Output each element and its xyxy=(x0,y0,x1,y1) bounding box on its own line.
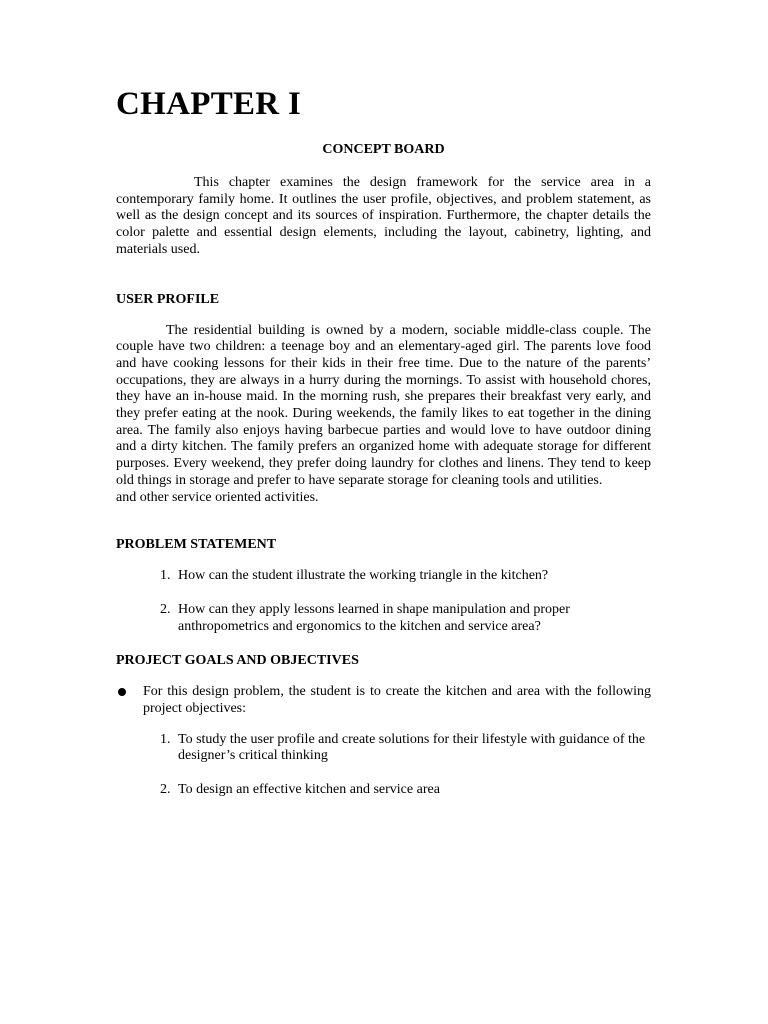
problem-statement-heading: PROBLEM STATEMENT xyxy=(116,537,277,553)
problem-statement-list xyxy=(116,568,651,635)
bullet-icon xyxy=(116,684,143,717)
list-item xyxy=(160,782,651,799)
list-item-number: 1. xyxy=(160,731,171,747)
list-item-text: To design an effective kitchen and service area xyxy=(178,782,440,798)
project-goals-heading: PROJECT GOALS AND OBJECTIVES xyxy=(116,653,359,669)
list-item xyxy=(160,568,651,585)
user-profile-tail: and other service oriented activities. xyxy=(116,489,319,505)
user-profile-heading: USER PROFILE xyxy=(116,291,220,307)
intro-paragraph: This chapter examines the design framework for the service area in a contemporary family home. It outlines the user profile, objectives, and problem statement, as well as the design concept and its sources of inspiration. Furthermore, the chapter details the color palette and essential design elements, including the layout, cabinetry, lighting, and materials used. xyxy=(116,175,651,257)
list-item-number: 1. xyxy=(160,568,171,584)
user-profile-body: The residential building is owned by a modern, sociable middle-class couple. The couple have two children: a teenage boy and an elementary-aged girl. The parents love food and have cooking lessons for their kids in their free time. Due to the nature of the parents’ occupations, they are always in a hurry during the mornings. To assist with household chores, they have an in-house maid. In the morning rush, she prepares their breakfast very early, and they prefer eating at the nook. During weekends, the family likes to eat together in the dining area. The family also enjoys having barbecue parties and would love to have outdoor dining and a dirty kitchen. The family prefers an organized home with adequate storage for different purposes. Every weekend, they prefer doing laundry for clothes and linens. They tend to keep old things in storage and prefer to have separate storage for cleaning tools and utilities. xyxy=(116,322,651,488)
user-profile-paragraph xyxy=(116,323,651,507)
list-item-text: To study the user profile and create solutions for their lifestyle with guidance of the designer’s critical thinking xyxy=(178,731,646,764)
bullet-text: For this design problem, the student is to create the kitchen and area with the following project objectives: xyxy=(143,684,651,717)
document-page xyxy=(116,84,651,816)
section-title: CONCEPT BOARD xyxy=(322,142,445,157)
list-item-text: How can the student illustrate the working triangle in the kitchen? xyxy=(178,568,549,584)
list-item-number: 2. xyxy=(160,782,171,798)
list-item xyxy=(160,602,651,635)
bullet-item xyxy=(116,684,651,717)
list-item-text: How can they apply lessons learned in shape manipulation and proper anthropometrics and ergonomics to the kitchen and service area? xyxy=(178,601,570,634)
list-item-number: 2. xyxy=(160,601,171,617)
chapter-title: CHAPTER I xyxy=(116,86,302,122)
list-item xyxy=(160,732,651,765)
project-objectives-list xyxy=(116,732,651,799)
